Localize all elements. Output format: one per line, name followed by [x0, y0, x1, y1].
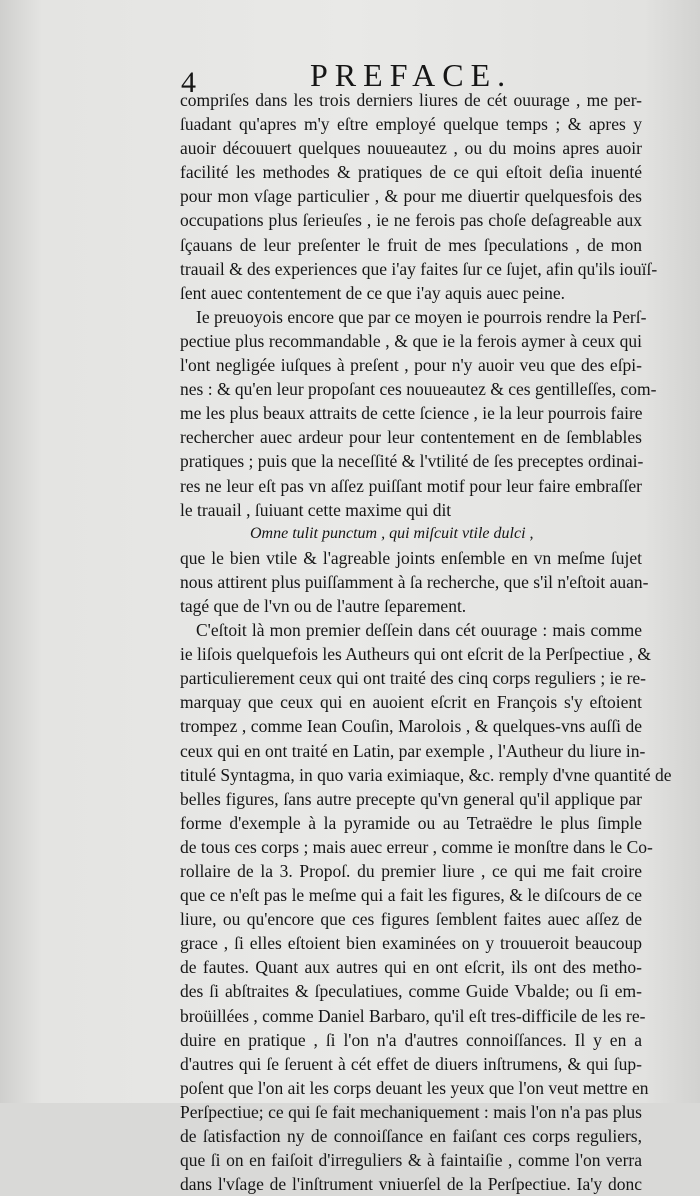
text-line: pectiue plus recommandable , & que ie la ferois aymer à ceux qui	[180, 330, 642, 351]
text-line: facilité les methodes & pratiques de ce qui eſtoit deſia inuenté	[180, 162, 642, 183]
text-line: ceux qui en ont traité en Latin, par exemple , l'Autheur du liure in-	[180, 740, 646, 761]
text-line: Ie preuoyois encore que par ce moyen ie pourrois rendre la Perſ-	[196, 306, 647, 327]
text-line: res ne leur eſt pas vn aſſez puiſſant motif pour leur faire embraſſer	[180, 475, 642, 496]
text-line: ie liſois quelquefois les Autheurs qui ont eſcrit de la Perſpectiue , &	[180, 644, 651, 665]
text-line: Omne tulit punctum , qui miſcuit vtile dulci ,	[250, 524, 534, 542]
text-line: marquay que ceux qui en auoient eſcrit en François s'y eſtoient	[180, 692, 642, 713]
text-line: nes : & qu'en leur propoſant ces nouueautez & ces gentilleſſes, com-	[180, 379, 657, 400]
text-line: rechercher auec ardeur pour leur contentement en de ſemblables	[180, 427, 642, 448]
text-line: grace , ſi elles eſtoient bien examinées on y trouueroit beaucoup	[180, 933, 642, 954]
text-line: belles figures, ſans autre precepte qu'vn general qu'il applique par	[180, 788, 642, 809]
text-line: liure, ou qu'encore que ces figures ſemblent faites auec aſſez de	[180, 909, 642, 930]
text-line: occupations plus ſerieuſes , ie ne ferois pas choſe deſagreable aux	[180, 210, 642, 231]
text-line: tagé que de l'vn ou de l'autre ſeparement.	[180, 595, 467, 616]
text-line: ſuadant qu'apres m'y eſtre employé quelque temps ; & apres y	[180, 114, 642, 135]
text-line: Perſpectiue; ce qui ſe fait mechaniquement : mais l'on n'a pas plus	[180, 1101, 642, 1122]
text-line: duire en pratique , ſi l'on n'a d'autres connoiſſances. Il y en a	[180, 1029, 642, 1050]
text-line: me les plus beaux attraits de cette ſcience , ie la leur pourrois faire	[180, 403, 643, 424]
text-line: forme d'exemple à la pyramide ou au Tetraëdre le plus ſimple	[180, 812, 642, 833]
text-line: des ſi abſtraites & ſpeculatiues, comme Guide Vbalde; ou ſi em-	[180, 981, 642, 1002]
text-line: C'eſtoit là mon premier deſſein dans cét ouurage : mais comme	[196, 620, 642, 641]
running-head: PREFACE.	[310, 57, 513, 93]
text-line: titulé Syntagma, in quo varia eximiaque, &c. remply d'vne quantité de	[180, 764, 672, 785]
text-line: poſent que l'on ait les corps deuant les yeux que l'on veut mettre en	[180, 1077, 649, 1098]
text-line: nous attirent plus puiſſamment à ſa recherche, que s'il n'eſtoit auan-	[180, 571, 649, 592]
text-line: que ce n'eſt pas le meſme qui a fait les figures, & le diſcours de ce	[180, 885, 642, 906]
text-line: que ſi on en faiſoit d'irreguliers & à faintaiſie , comme l'on verra	[180, 1150, 642, 1171]
text-line: ſent auec contentement de ce que i'ay aquis auec peine.	[180, 282, 566, 303]
text-line: compriſes dans les trois derniers liures de cét ouurage , me per-	[180, 90, 642, 110]
text-line: broüillées , comme Daniel Barbaro, qu'il eſt tres-difficile de les re-	[180, 1005, 646, 1026]
text-line: de tous ces corps ; mais auec erreur , comme ie monſtre dans le Co-	[180, 836, 653, 857]
text-line: d'autres qui ſe ſeruent à cét effet de diuers inſtrumens, & qui ſup-	[180, 1053, 642, 1074]
text-line: pratiques ; puis que la neceſſité & l'vtilité de ſes preceptes ordinai-	[180, 451, 644, 472]
text-line: le trauail , ſuiuant cette maxime qui dit	[180, 499, 452, 520]
text-line: l'ont negligée iuſques à preſent , pour n'y auoir veu que des eſpi-	[180, 355, 642, 376]
text-line: que le bien vtile & l'agreable joints enſemble en vn meſme ſujet	[180, 547, 642, 568]
text-line: particulierement ceux qui ont traité des cinq corps reguliers ; ie re-	[180, 668, 646, 689]
text-line: auoir découuert quelques nouueautez , ou du moins apres auoir	[180, 138, 642, 159]
text-line: ſçauans de leur preſenter le fruit de mes ſpeculations , de mon	[180, 234, 642, 255]
text-line: pour mon vſage particulier , & pour me diuertir quelquesfois des	[180, 186, 642, 207]
text-line: dans l'vſage de l'inſtrument vniuerſel de la Perſpectiue. Ia'y donc	[180, 1174, 642, 1195]
text-line: rollaire de la 3. Propoſ. du premier liure , ce qui me fait croire	[180, 861, 642, 881]
text-line: trompez , comme Iean Couſin, Marolois , & quelques-vns auſſi de	[180, 716, 642, 737]
text-line: de fautes. Quant aux autres qui en ont eſcrit, ils ont des metho-	[180, 957, 642, 978]
text-line: de ſatisfaction ny de connoiſſance en faiſant ces corps reguliers,	[180, 1126, 642, 1147]
body-text	[180, 88, 672, 1196]
page-number: 4	[181, 66, 196, 99]
text-line: trauail & des experiences que i'ay faites ſur ce ſujet, afin qu'ils iouïſ-	[180, 258, 658, 279]
